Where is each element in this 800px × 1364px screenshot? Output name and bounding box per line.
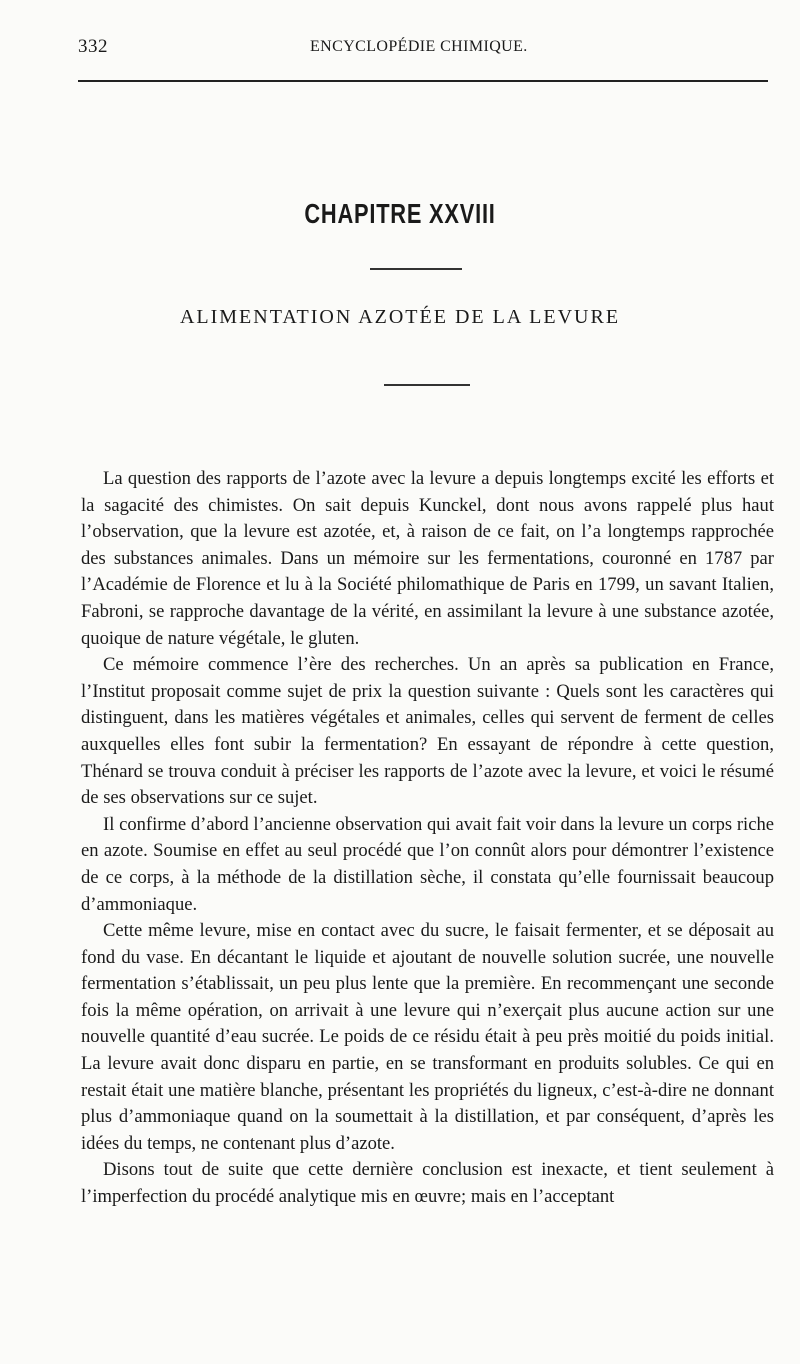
chapter-subtitle: ALIMENTATION AZOTÉE DE LA LEVURE <box>179 306 621 328</box>
page-number: 332 <box>78 36 108 57</box>
subtitle-rule <box>384 384 470 386</box>
header-rule <box>78 80 768 82</box>
paragraph: Disons tout de suite que cette dernière conclusion est inexacte, et tient seulement à l’imperfection du procédé analytique mis en œuvre; mais en l’acceptant <box>81 1159 774 1208</box>
body-text <box>81 466 774 1211</box>
paragraph: Cette même levure, mise en contact avec du sucre, le faisait fermenter, et se déposait au fond du vase. En décantant le liquide et ajoutant de nouvelle solution sucrée, une nouvelle fermentation s’établissait, un peu plus lente que la première. En recommençant une seconde fois la même opération, on arrivait à une levure qui n’exerçait plus aucune action sur une nouvelle quantité d’eau sucrée. Le poids de ce résidu était à peu près moitié du poids initial. La levure avait donc disparu en partie, en se transformant en produits solubles. Ce qui en restait était une matière blanche, présentant les propriétés du ligneux, c’est-à-dire ne donnant plus d’ammoniaque quand on la soumettait à la distillation, et par conséquent, d’après les idées du temps, ne contenant plus d’azote. <box>81 920 774 1154</box>
title-rule <box>370 268 462 270</box>
paragraph: La question des rapports de l’azote avec la levure a depuis longtemps excité les efforts et la sagacité des chimistes. On sait depuis Kunckel, dont nous avons rappelé plus haut l’observation, que la levure est azotée, et, à raison de ce fait, on l’a longtemps rapprochée des substances animales. Dans un mémoire sur les fermentations, couronné en 1787 par l’Académie de Florence et lu à la Société philomathique de Paris en 1799, un savant Italien, Fabroni, se rapproche davantage de la vérité, en assimilant la levure à une substance azotée, quoique de nature végétale, le gluten. <box>81 468 774 649</box>
running-title: ENCYCLOPÉDIE CHIMIQUE. <box>310 38 528 55</box>
chapter-title: CHAPITRE XXVIII <box>304 198 496 229</box>
running-head <box>78 36 768 62</box>
paragraph: Ce mémoire commence l’ère des recherches. Un an après sa publication en France, l’Institut proposait comme sujet de prix la question suivante : Quels sont les caractères qui distinguent, dans les matières végétales et animales, celles qui servent de ferment de celles auxquelles elles font subir la fermentation? En essayant de répondre à cette question, Thénard se trouva conduit à préciser les rapports de l’azote avec la levure, et voici le résumé de ses observations sur ce sujet. <box>81 654 774 809</box>
paragraph: Il confirme d’abord l’ancienne observation qui avait fait voir dans la levure un corps riche en azote. Soumise en effet au seul procédé que l’on connût alors pour démontrer l’existence de ce corps, à la méthode de la distillation sèche, il constata qu’elle fournissait beaucoup d’ammoniaque. <box>81 813 774 915</box>
